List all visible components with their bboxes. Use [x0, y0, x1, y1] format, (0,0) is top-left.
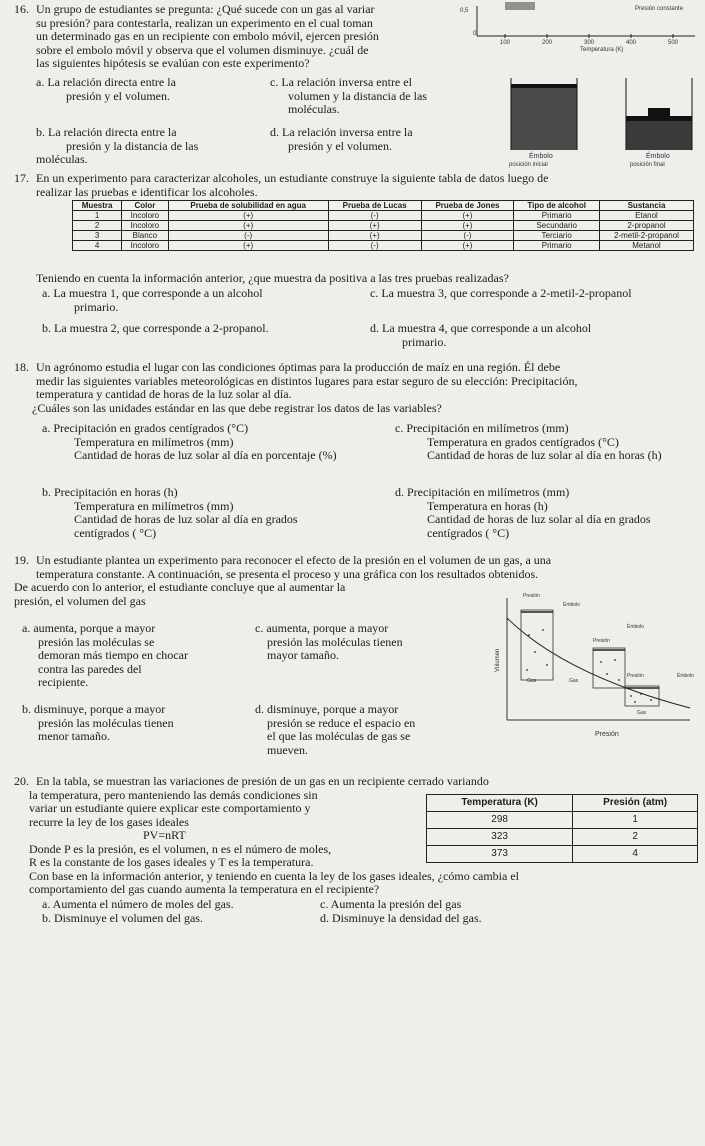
q19-option-c[interactable]: [255, 622, 403, 663]
question-number: 17.: [14, 171, 29, 185]
question-stem: [36, 3, 379, 71]
q17-alcohol-table: [72, 200, 694, 251]
column-header: Temperatura (K): [427, 795, 573, 812]
x-tick-label: 200: [542, 40, 553, 46]
pv-curve: [507, 618, 690, 708]
table-cell: (+): [168, 241, 328, 251]
column-header: Muestra: [73, 201, 122, 211]
graph-xlabel: Presión: [595, 731, 619, 738]
option-line: c. Precipitación en milímetros (mm): [395, 421, 569, 435]
stem-line: Con base en la información anterior, y teniendo en cuenta la ley de los gases ideales, ¿cómo cambia el: [29, 868, 520, 883]
question-number: 16.: [14, 2, 29, 16]
q20-option-b[interactable]: [42, 912, 203, 926]
stem-line: Donde P es la presión, es el volumen, n es el número de moles,: [29, 841, 332, 856]
piston-label: Émbolo: [563, 602, 580, 608]
table-row: [73, 241, 694, 251]
pressure-label: Presión: [593, 638, 610, 644]
table-cell: Incoloro: [122, 241, 168, 251]
q16-option-b[interactable]: [36, 126, 198, 167]
q20-option-d[interactable]: [320, 912, 482, 926]
x-tick-label: 400: [626, 40, 637, 46]
piston-plate: [626, 116, 692, 121]
table-cell: 2-metil-2-propanol: [599, 231, 693, 241]
option-line: Cantidad de horas de luz solar al día en grados: [427, 512, 651, 526]
option-line: mayor tamaño.: [267, 648, 339, 662]
option-line: volumen y la distancia de las: [288, 88, 427, 103]
stem-line: De acuerdo con lo anterior, el estudiante concluye que al aumentar la: [14, 580, 346, 594]
column-header: Presión (atm): [573, 795, 698, 812]
cylinder-gas: [626, 120, 692, 150]
option-line: centígrados ( °C): [427, 525, 510, 540]
stem-line: presión, el volumen del gas: [14, 593, 146, 608]
table-cell: 1: [73, 211, 122, 221]
stem-line: En la tabla, se muestran las variaciones de presión de un gas en un recipiente cerrado variando: [36, 774, 489, 788]
option-line: presión y el volumen.: [66, 88, 170, 103]
q19-option-a[interactable]: [22, 622, 188, 690]
piston-label: Émbolo: [529, 153, 553, 160]
option-line: Temperatura en horas (h): [427, 498, 548, 513]
option-line: d. Precipitación en milímetros (mm): [395, 485, 570, 499]
q17-option-b[interactable]: [42, 322, 269, 336]
option-line: presión las moléculas tienen: [267, 634, 403, 649]
stem-line: su presión? para contestarla, realizan un experimento en el cual toman: [36, 15, 373, 30]
option-line: a. Precipitación en grados centígrados (°C): [42, 421, 249, 435]
table-cell: 2: [573, 829, 698, 846]
table-cell: 323: [427, 829, 573, 846]
option-line: Temperatura en milímetros (mm): [74, 498, 234, 513]
table-cell: (-): [328, 241, 421, 251]
option-line: b. Disminuye el volumen del gas.: [42, 911, 203, 925]
q18-option-b[interactable]: [42, 486, 298, 540]
chart-xlabel: Temperatura (K): [580, 47, 624, 53]
option-line: b. disminuye, porque a mayor: [22, 702, 166, 716]
q20-temperature-pressure-table: [426, 794, 698, 863]
gas-label: Gas: [569, 678, 579, 684]
stem-line: variar un estudiante quiere explicar este comportamiento y: [29, 801, 311, 815]
piston-plate: [511, 84, 577, 88]
option-line: c. Aumenta la presión del gas: [320, 897, 462, 911]
option-line: d. disminuye, porque a mayor: [255, 702, 399, 716]
table-row: [427, 829, 698, 846]
table-cell: (+): [328, 221, 421, 231]
option-line: a. Aumenta el número de moles del gas.: [42, 897, 234, 911]
q20-option-a[interactable]: [42, 898, 234, 912]
option-line: contra las paredes del: [38, 661, 142, 676]
table-cell: (-): [421, 231, 514, 241]
table-cell: Incoloro: [122, 211, 168, 221]
option-line: a. aumenta, porque a mayor: [22, 621, 156, 635]
q19-pressure-volume-graph: [485, 590, 700, 740]
column-header: Prueba de Jones: [421, 201, 514, 211]
column-header: Prueba de solubilidad en agua: [168, 201, 328, 211]
stem-line: la temperatura, pero manteniendo las demás condiciones sin: [29, 787, 318, 802]
option-line: presión las moléculas se: [38, 634, 155, 649]
q16-option-d[interactable]: [270, 126, 413, 153]
option-line: menor tamaño.: [38, 729, 110, 743]
q17-question: Teniendo en cuenta la información anterior, ¿que muestra da positiva a las tres pruebas realizadas?: [36, 271, 509, 285]
gas-label: Gas: [527, 678, 537, 684]
option-line: primario.: [402, 334, 447, 349]
column-header: Sustancia: [599, 201, 693, 211]
option-line: b. La relación directa entre la: [36, 125, 177, 139]
table-cell: (+): [421, 241, 514, 251]
option-line: centígrados ( °C): [74, 525, 157, 540]
option-line: c. La relación inversa entre el: [270, 75, 412, 89]
q16-option-a[interactable]: [36, 76, 176, 103]
option-line: Cantidad de horas de luz solar al día en porcentaje (%): [74, 448, 337, 462]
q16-pressure-chart: [455, 2, 700, 54]
stem-line: R es la constante de los gases ideales y T es la temperatura.: [29, 855, 314, 869]
column-header: Color: [122, 201, 168, 211]
option-line: b. Precipitación en horas (h): [42, 485, 178, 499]
option-line: presión se reduce el espacio en: [267, 715, 416, 730]
q20-option-c[interactable]: [320, 898, 461, 912]
cylinder-high-pressure: [625, 672, 694, 716]
q17-option-c[interactable]: [370, 287, 632, 301]
table-cell: 298: [427, 812, 573, 829]
q18-option-a[interactable]: [42, 422, 337, 463]
stem-line: ¿Cuáles son las unidades estándar en las que debe registrar los datos de las variables?: [32, 400, 442, 415]
option-line: moléculas.: [288, 102, 340, 116]
option-line: presión y la distancia de las: [66, 138, 199, 153]
table-cell: 3: [73, 231, 122, 241]
q19-option-d[interactable]: [255, 703, 415, 757]
table-cell: (-): [328, 211, 421, 221]
table-cell: 4: [73, 241, 122, 251]
piston-label: Émbolo: [646, 153, 670, 160]
table-cell: Etanol: [599, 211, 693, 221]
formula: PV=nRT: [143, 828, 186, 842]
option-line: c. aumenta, porque a mayor: [255, 621, 389, 635]
table-row: [427, 846, 698, 863]
table-cell: 2-propanol: [599, 221, 693, 231]
stem-line: un determinado gas en un recipiente con embolo móvil, ejercen presión: [36, 29, 379, 43]
x-tick-label: 500: [668, 40, 679, 46]
q19-option-b[interactable]: [22, 703, 174, 744]
table-cell: Secundario: [514, 221, 600, 231]
stem-line: sobre el embolo móvil y observa que el volumen disminuye. ¿cuál de: [36, 42, 369, 57]
stem-line: Un grupo de estudiantes se pregunta: ¿Qué sucede con un gas al variar: [36, 2, 375, 16]
question-number: 20.: [14, 774, 29, 788]
option-line: a. La relación directa entre la: [36, 75, 176, 89]
weight-block: [648, 108, 670, 116]
piston-label: Émbolo: [677, 673, 694, 679]
table-cell: (-): [168, 231, 328, 241]
table-row: [73, 221, 694, 231]
gas-label: Gas: [637, 710, 647, 716]
table-cell: (+): [421, 211, 514, 221]
q17-option-a[interactable]: [42, 287, 263, 314]
position-label: posición final: [630, 162, 665, 168]
question-stem: [36, 172, 548, 199]
chart-title: Presión constante: [635, 6, 684, 12]
option-line: d. La muestra 4, que corresponde a un alcohol: [370, 321, 592, 335]
pressure-label: Presión: [627, 673, 644, 679]
option-line: presión y el volumen.: [288, 138, 392, 153]
option-line: Temperatura en milímetros (mm): [74, 434, 234, 449]
q16-piston-figure-final: [620, 76, 698, 168]
option-line: presión las moléculas tienen: [38, 715, 174, 730]
option-line: moléculas.: [36, 152, 88, 166]
stem-line: medir las siguientes variables meteorológicas en distintos lugares para estar seguro de su elección: Precipitación,: [36, 373, 578, 388]
table-cell: Metanol: [599, 241, 693, 251]
table-cell: 373: [427, 846, 573, 863]
option-line: c. La muestra 3, que corresponde a 2-metil-2-propanol: [370, 286, 632, 300]
stem-line: realizar las pruebas e identificar los alcoholes.: [36, 184, 258, 199]
chart-ytop-label: 0,5: [460, 8, 469, 14]
x-tick-label: 100: [500, 40, 511, 46]
q18-option-d[interactable]: [395, 486, 651, 540]
table-cell: Primario: [514, 241, 600, 251]
option-line: Cantidad de horas de luz solar al día en grados: [74, 512, 298, 526]
table-cell: 1: [573, 812, 698, 829]
option-line: primario.: [74, 299, 119, 314]
stem-line: En un experimento para caracterizar alcoholes, un estudiante construye la siguiente tabla de datos luego de: [36, 171, 549, 185]
stem-line: comportamiento del gas cuando aumenta la temperatura en el recipiente?: [29, 882, 380, 896]
table-row: [73, 211, 694, 221]
stem-line: Un estudiante plantea un experimento para reconocer el efecto de la presión en el volumen de un gas, a una: [36, 553, 552, 567]
x-tick-label: 300: [584, 40, 595, 46]
option-line: a. La muestra 1, que corresponde a un alcohol: [42, 286, 263, 300]
table-cell: 4: [573, 846, 698, 863]
column-header: Prueba de Lucas: [328, 201, 421, 211]
position-label: posición inicial: [509, 162, 548, 168]
option-line: el que las moléculas de gas se: [267, 729, 411, 743]
option-line: b. La muestra 2, que corresponde a 2-propanol.: [42, 321, 269, 335]
q16-option-c[interactable]: [270, 76, 427, 117]
stem-line: las siguientes hipótesis se evalúan con este experimento?: [36, 56, 310, 70]
cylinder-low-pressure: [521, 593, 580, 684]
question-number: 19.: [14, 553, 29, 567]
stem-line: Un agrónomo estudia el lugar con las condiciones óptimas para la producción de maíz en una región. Él debe: [36, 360, 561, 374]
table-cell: (+): [168, 211, 328, 221]
cylinder-gas: [511, 86, 577, 150]
option-line: d. La relación inversa entre la: [270, 125, 413, 139]
option-line: recipiente.: [38, 675, 89, 689]
table-cell: (+): [328, 231, 421, 241]
graph-ylabel: Volumen: [495, 648, 501, 672]
chart-photo-smudge: [505, 2, 535, 10]
table-header-row: [427, 795, 698, 812]
option-line: d. Disminuye la densidad del gas.: [320, 911, 482, 925]
option-line: Cantidad de horas de luz solar al día en horas (h): [427, 448, 662, 462]
column-header: Tipo de alcohol: [514, 201, 600, 211]
table-row: [73, 231, 694, 241]
stem-line: temperatura y cantidad de horas de la luz solar al día.: [36, 387, 292, 401]
table-cell: Terciario: [514, 231, 600, 241]
table-cell: Incoloro: [122, 221, 168, 231]
stem-line: recurre la ley de los gases ideales: [29, 814, 189, 829]
table-header-row: [73, 201, 694, 211]
option-line: Temperatura en grados centígrados (°C): [427, 434, 619, 449]
table-cell: 2: [73, 221, 122, 231]
option-line: mueven.: [267, 742, 308, 757]
q16-piston-figure-initial: [505, 76, 583, 168]
chart-yzero-label: 0: [473, 31, 477, 37]
stem-line: temperatura constante. A continuación, se presenta el proceso y una gráfica con los resultados obtenidos.: [36, 566, 539, 581]
table-cell: Blanco: [122, 231, 168, 241]
pressure-label: Presión: [523, 593, 540, 599]
question-number: 18.: [14, 360, 29, 374]
table-cell: (+): [168, 221, 328, 231]
option-line: demoran más tiempo en chocar: [38, 648, 188, 662]
q18-option-c[interactable]: [395, 422, 662, 463]
piston-label: Émbolo: [627, 624, 644, 630]
table-cell: Primario: [514, 211, 600, 221]
q17-option-d[interactable]: [370, 322, 591, 349]
table-cell: (+): [421, 221, 514, 231]
table-row: [427, 812, 698, 829]
question-stem: [32, 360, 578, 415]
